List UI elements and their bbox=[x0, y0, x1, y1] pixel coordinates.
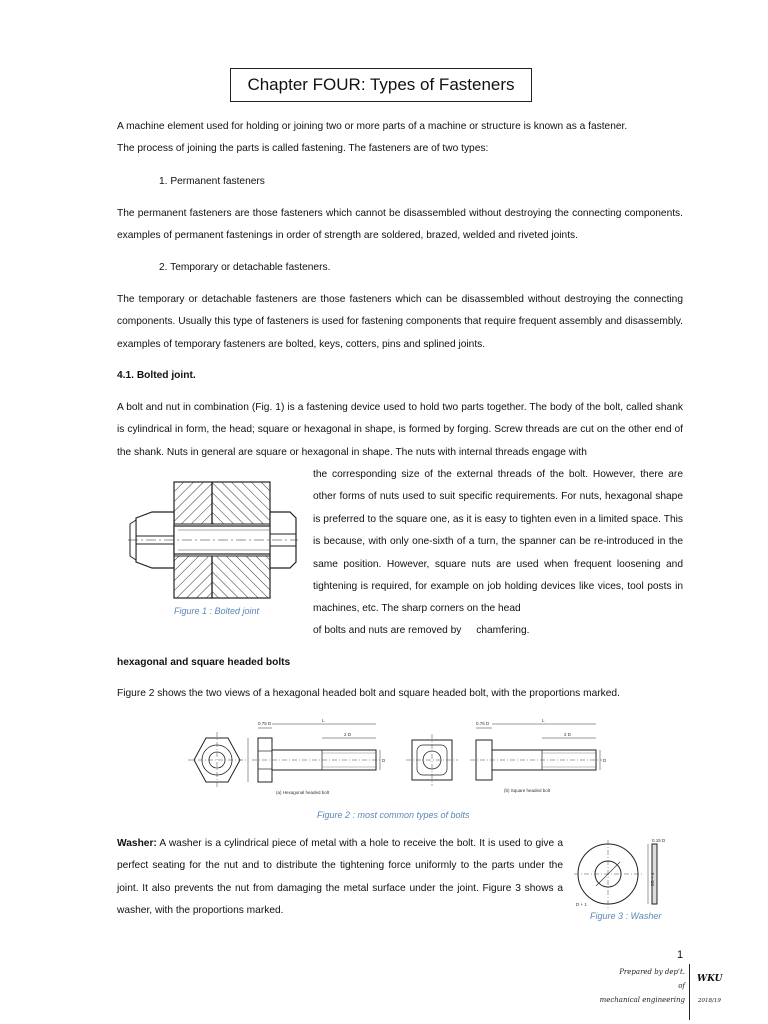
footer-prepared-line2: of bbox=[678, 982, 685, 990]
dim-2d-hex: 2 D bbox=[344, 732, 352, 737]
bolted-paragraph-top: A bolt and nut in combination (Fig. 1) is a fastening device used to hold two parts together. The body of the bolt, called shank is cylindrical in form, the head; square or hexagonal in shape, is formed by forging. Screw threads are cut on the other end of the shank. Nuts in general are square or hexagonal in shape. The nuts with internal threads engage with bbox=[117, 402, 683, 458]
chapter-title: Chapter FOUR: Types of Fasteners bbox=[230, 68, 532, 102]
washer-paragraph bbox=[117, 833, 563, 923]
figure-1-bolted-joint bbox=[128, 478, 298, 602]
footer-divider bbox=[689, 964, 690, 1020]
washer-dim-thickness: 0.15 D bbox=[652, 838, 666, 843]
figure-2-caption: Figure 2 : most common types of bolts bbox=[317, 810, 470, 820]
dim-l-hex: L bbox=[322, 718, 325, 723]
intro-line-2: The process of joining the parts is called fastening. The fasteners are of two types: bbox=[117, 143, 489, 154]
section-heading: 4.1. Bolted joint. bbox=[117, 370, 196, 381]
subheading-bolts: hexagonal and square headed bolts bbox=[117, 657, 291, 668]
bolted-paragraph-side: the corresponding size of the external threads of the bolt. However, there are other forms of nuts used to suit specific requirements. For nuts, hexagonal shape is preferred to the square one, as it is easy to tighten even in a limited space. This is because, with only one-sixth of a turn, the spanner can be re-introduced in the same position. However, square nuts are used when frequent loosening and tightening is required, for example on job holding devices like vices, tool posts in machines, etc. The sharp corners on the head bbox=[313, 469, 683, 615]
list-item-temporary: 2. Temporary or detachable fasteners. bbox=[159, 262, 331, 273]
dim-l-sq: L bbox=[542, 718, 545, 723]
washer-text: A washer is a cylindrical piece of metal with a hole to receive the bolt. It is used to give a perfect seating for the nut and to distribute the tightening force uniformly to the parts under the joint. It also prevents the nut from damaging the metal surface under the joint. Figure 3 shows a washer, with the proportions marked. bbox=[117, 838, 563, 917]
temporary-paragraph: The temporary or detachable fasteners are those fasteners which can be disassembled without destroying the connecting components. Usually this type of fasteners is used for fastening components that require frequent assembly and disassembly. examples of temporary fasteners are bolted, keys, cotters, pins and splined joints. bbox=[117, 294, 683, 350]
figure-2-bolts bbox=[186, 716, 618, 798]
footer-prepared-line3: mechanical engineering bbox=[599, 996, 685, 1004]
page-number: 1 bbox=[677, 949, 684, 961]
washer-label: Washer: bbox=[117, 838, 157, 849]
dim-2d-sq: 2 D bbox=[564, 732, 572, 737]
figure-1-caption: Figure 1 : Bolted joint bbox=[174, 606, 260, 616]
caption-hex-bolt: (a) Hexagonal headed bolt bbox=[276, 790, 330, 795]
washer-dim-inner: D + 1 bbox=[576, 902, 587, 907]
figure-2-intro: Figure 2 shows the two views of a hexagonal headed bolt and square headed bolt, with the proportions marked. bbox=[117, 688, 620, 699]
footer-prepared-line1: Prepared by dep't. bbox=[619, 968, 685, 976]
footer-year: 2018/19 bbox=[698, 998, 721, 1004]
bolted-end-text-b: chamfering. bbox=[476, 625, 530, 636]
bolted-paragraph-end bbox=[313, 624, 529, 638]
washer-dim-outer: 2D + 4 bbox=[650, 872, 655, 886]
dim-d-hex: D bbox=[382, 758, 386, 763]
footer-org: WKU bbox=[697, 974, 723, 984]
permanent-paragraph: The permanent fasteners are those fasteners which cannot be disassembled without destroying the connecting components. examples of permanent fastenings in order of strength are soldered, brazed, welded and riveted joints. bbox=[117, 208, 683, 242]
dim-d-sq: D bbox=[603, 758, 607, 763]
figure-3-caption: Figure 3 : Washer bbox=[590, 911, 662, 921]
footer-prepared bbox=[593, 968, 685, 1004]
figure-3-washer bbox=[572, 834, 672, 910]
dim-075d-sq: 0.75 D bbox=[476, 721, 490, 726]
intro-line-1: A machine element used for holding or joining two or more parts of a machine or structure is known as a fastener. bbox=[117, 121, 628, 132]
dim-075d-hex: 0.75 D bbox=[258, 721, 272, 726]
bolted-end-text-a: of bolts and nuts are removed by bbox=[313, 625, 462, 636]
list-item-permanent: 1. Permanent fasteners bbox=[159, 176, 265, 187]
caption-square-bolt: (b) Square headed bolt bbox=[504, 788, 551, 793]
